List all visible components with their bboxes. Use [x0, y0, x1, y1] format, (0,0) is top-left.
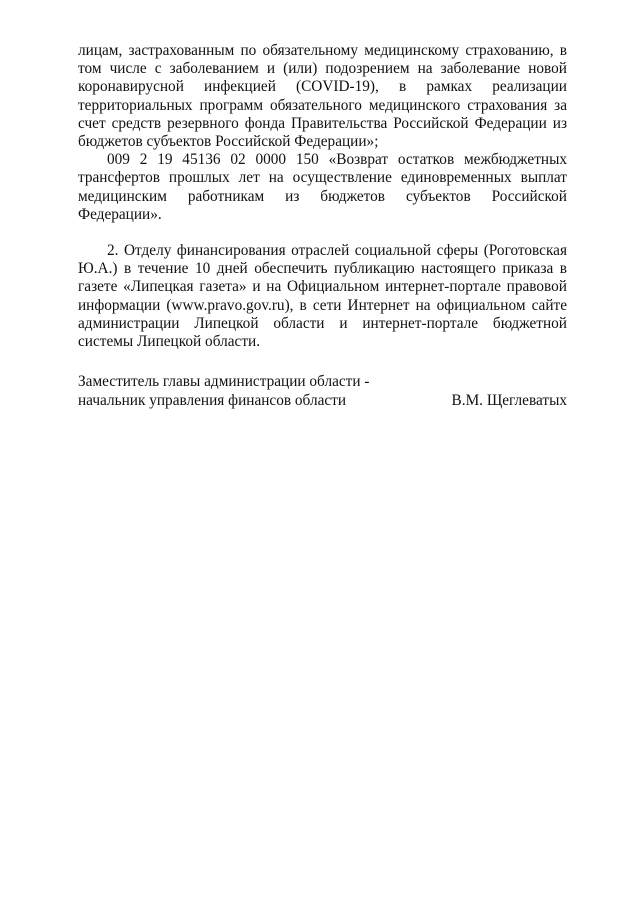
signature-block: [78, 373, 567, 410]
signatory-name: В.М. Щеглеватых: [451, 391, 567, 409]
signature-position-line-1: Заместитель главы администрации области -: [78, 373, 370, 390]
paragraph-budget-code: 009 2 19 45136 02 0000 150 «Возврат остатков межбюджетных трансфертов прошлых лет на осуществление единовременных выплат медицинским работникам из бюджетов субъектов Российской Федерации».: [78, 151, 567, 223]
paragraph-item-2: 2. Отделу финансирования отраслей социальной сферы (Роготовская Ю.А.) в течение 10 дней обеспечить публикацию настоящего приказа в газете «Липецкая газета» и на Официальном интернет-портале правовой информации (www.pravo.gov.ru), в сети Интернет на официальном сайте администрации Липецкой области и интернет-портале бюджетной системы Липецкой области.: [78, 242, 567, 351]
paragraph-continuation: лицам, застрахованным по обязательному медицинскому страхованию, в том числе с заболеванием и (или) подозрением на заболевание новой коронавирусной инфекцией (COVID-19), в рамках реализации территориальных программ обязательного медицинского страхования за счет средств резервного фонда Правительства Российской Федерации из бюджетов субъектов Российской Федерации»;: [78, 42, 567, 151]
document-body: [78, 42, 567, 351]
signature-line: [78, 392, 567, 411]
signature-position-line-2: начальник управления финансов области: [78, 391, 347, 409]
